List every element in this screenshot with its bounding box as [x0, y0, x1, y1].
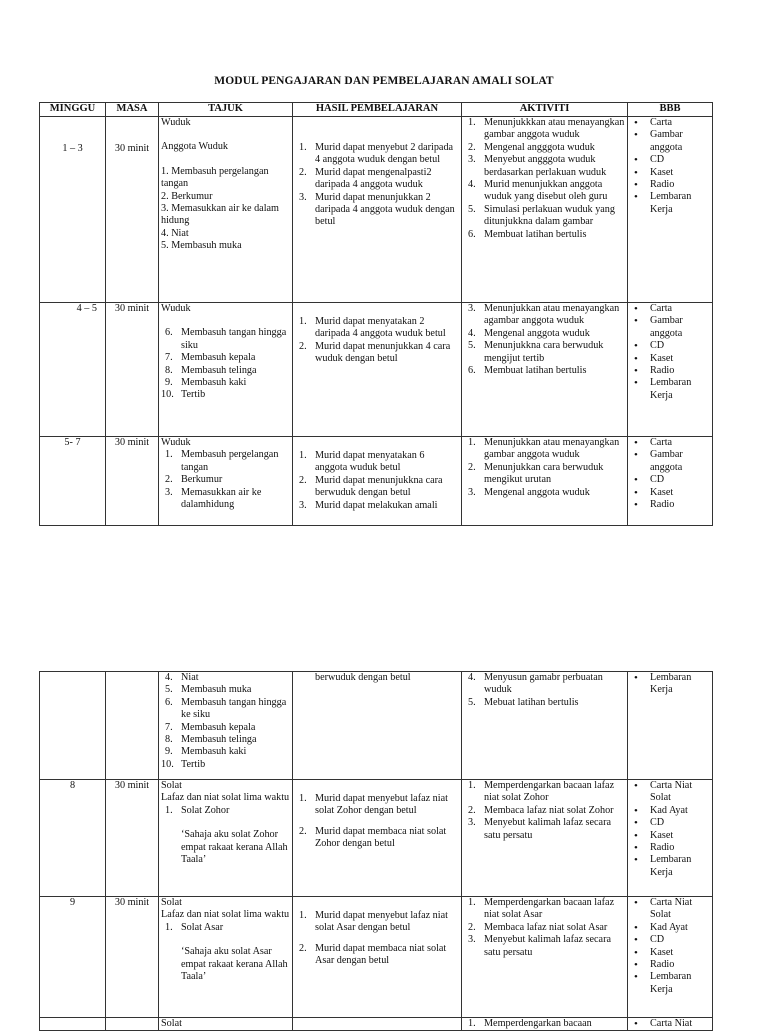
list-item: 1. Membasuh pergelangan tangan	[165, 449, 279, 473]
list-item: 2. Murid dapat membaca niat solat Asar dengan betul	[299, 942, 447, 967]
list-item: 10. Tertib	[161, 758, 206, 770]
list-item: 9. Membasuh kaki	[165, 746, 247, 758]
list-item: 3. Mengenal anggota wuduk	[468, 486, 590, 498]
aktiviti-cell	[462, 437, 628, 526]
niat-quote: ‘Sahaja aku solat Zohor empat rakaat kerana Allah Taala’	[181, 829, 288, 866]
bbb-item: • Kaset	[630, 830, 710, 842]
list-item: 1. Menunjukkan atau menayangkan gambar anggota wuduk	[468, 437, 620, 461]
aktiviti-cell	[462, 672, 628, 780]
document-title: MODUL PENGAJARAN DAN PEMBELAJARAN AMALI SOLAT	[214, 75, 554, 87]
bbb-item: • Carta	[630, 117, 710, 129]
bbb-item: • Carta Niat	[630, 1018, 710, 1030]
bbb-item: • Gambar anggota	[630, 449, 710, 474]
bbb-item: • Radio	[630, 179, 710, 191]
list-item: 7. Membasuh kepala	[165, 721, 256, 733]
masa-cell	[106, 1018, 159, 1031]
list-item: 3. Menyebut angggota wuduk berdasarkan perlakuan wuduk	[468, 154, 607, 178]
list-item: 6. Membuat latihan bertulis	[468, 365, 587, 377]
list-item: 10. Tertib	[161, 389, 206, 401]
tajuk-line: Wuduk	[161, 437, 191, 448]
bbb-item: • Lembaran Kerja	[630, 191, 710, 216]
bbb-item: • Carta Niat Solat	[630, 897, 710, 922]
list-item: 8. Membasuh telinga	[165, 364, 257, 376]
list-item: 2. Membaca lafaz niat solat Asar	[468, 921, 608, 933]
header-masa: MASA	[106, 103, 159, 117]
bbb-item: • Carta Niat Solat	[630, 780, 710, 805]
list-item: 5. Membasuh muka	[165, 684, 252, 696]
bbb-item: • Radio	[630, 499, 710, 511]
tajuk-line: 2. Berkumur	[161, 190, 213, 202]
tajuk-line: Lafaz dan niat solat lima waktu	[161, 909, 290, 921]
bbb-item: • Radio	[630, 959, 710, 971]
hasil-cell	[293, 303, 462, 437]
list-item: 1. Memperdengarkan bacaan lafaz niat solat Zohor	[468, 780, 615, 804]
hasil-cell	[293, 1018, 462, 1031]
header-aktiviti: AKTIVITI	[462, 103, 628, 117]
list-item: 3. Menyebut kalimah lafaz secara satu persatu	[468, 817, 611, 841]
niat-quote: ‘Sahaja aku solat Asar empat rakaat kerana Allah Taala’	[181, 946, 288, 983]
bbb-item: • Kaset	[630, 947, 710, 959]
list-item: 2. Mengenal angggota wuduk	[468, 141, 595, 153]
minggu-cell	[40, 1018, 106, 1031]
tajuk-line: 3. Memasukkan air ke dalam hidung	[161, 203, 279, 227]
list-item: 4. Murid menunjukkan anggota wuduk yang disebut oleh guru	[468, 179, 608, 203]
tajuk-line: Wuduk	[161, 117, 191, 128]
table-row	[40, 897, 713, 1018]
list-item: 3. Memasukkan air ke dalamhidung	[165, 486, 262, 511]
minggu-cell: 4 – 5	[40, 303, 106, 437]
bbb-item: • Kad Ayat	[630, 922, 710, 934]
table-row	[40, 780, 713, 897]
list-item: 4. Menyusun gamabr perbuatan wuduk	[468, 672, 603, 696]
bbb-item: • CD	[630, 934, 710, 946]
table-row	[40, 303, 713, 437]
list-item: 6. Membasuh tangan hingga ke siku	[165, 696, 287, 721]
minggu-cell: 8	[40, 780, 106, 897]
tajuk-line: Wuduk	[161, 303, 191, 314]
list-item: 5. Menunjukkna cara berwuduk mengijut tertib	[468, 340, 604, 364]
module-table-page-2	[39, 671, 713, 1031]
list-item: 1. Murid dapat menyatakan 6 anggota wuduk betul	[299, 450, 425, 474]
list-item: 2. Murid dapat menunjukkan 4 cara wuduk dengan betul	[299, 340, 451, 365]
aktiviti-cell	[462, 897, 628, 1018]
bbb-item: • Kad Ayat	[630, 805, 710, 817]
list-item: 3. Menyebut kalimah lafaz secara satu persatu	[468, 934, 611, 958]
tajuk-line: Solat	[161, 897, 182, 908]
hasil-cell	[293, 117, 462, 303]
bbb-item: • Kaset	[630, 487, 710, 499]
aktiviti-cell	[462, 117, 628, 303]
minggu-cell	[40, 672, 106, 780]
bbb-item: • Lembaran Kerja	[630, 377, 710, 402]
bbb-item: • Carta	[630, 437, 710, 449]
hasil-cell: berwuduk dengan betul	[293, 672, 462, 780]
table-header-row	[40, 103, 713, 117]
masa-cell: 30 minit	[106, 897, 159, 1018]
table-row	[40, 672, 713, 780]
hasil-cell	[293, 780, 462, 897]
list-item: 8. Membasuh telinga	[165, 734, 257, 746]
tajuk-line: Anggota Wuduk	[161, 141, 229, 153]
tajuk-line: 5. Membasuh muka	[161, 240, 242, 252]
masa-cell	[106, 672, 159, 780]
bbb-item: • Kaset	[630, 167, 710, 179]
tajuk-cell	[159, 117, 293, 303]
masa-cell: 30 minit	[106, 780, 159, 897]
bbb-item: • Carta	[630, 303, 710, 315]
list-item: 1. Menunjukkkan atau menayangkan gambar anggota wuduk	[468, 117, 625, 141]
list-item: 1. Memperdengarkan bacaan	[468, 1018, 592, 1029]
bbb-cell	[628, 117, 713, 303]
list-item: 4. Mengenal anggota wuduk	[468, 327, 590, 339]
bbb-item: • Kaset	[630, 353, 710, 365]
aktiviti-cell	[462, 780, 628, 897]
list-item: 1. Solat Asar	[165, 921, 224, 933]
list-item: 1. Murid dapat menyebut lafaz niat solat Asar dengan betul	[299, 910, 448, 934]
list-item: 5. Mebuat latihan bertulis	[468, 696, 579, 708]
masa-cell: 30 minit	[106, 437, 159, 526]
minggu-cell: 5- 7	[40, 437, 106, 526]
hasil-cell	[293, 437, 462, 526]
list-item: 2. Murid dapat membaca niat solat Zohor dengan betul	[299, 825, 447, 850]
list-item: 2. Berkumur	[165, 474, 223, 486]
bbb-item: • Gambar anggota	[630, 129, 710, 154]
list-item: 3. Murid dapat melakukan amali	[299, 499, 438, 511]
hasil-cell	[293, 897, 462, 1018]
bbb-item: • Lembaran Kerja	[630, 854, 710, 879]
list-item: 2. Murid dapat menunjukkna cara berwuduk dengan betul	[299, 474, 443, 499]
list-item: 5. Simulasi perlakuan wuduk yang ditunjukkna dalam gambar	[468, 203, 615, 228]
bbb-item: • CD	[630, 154, 710, 166]
masa-cell: 30 minit	[106, 303, 159, 437]
bbb-item: • CD	[630, 474, 710, 486]
bbb-cell	[628, 780, 713, 897]
bbb-item: • Lembaran Kerja	[630, 672, 710, 697]
list-item: 1. Murid dapat menyebut 2 daripada 4 anggota wuduk dengan betul	[299, 142, 454, 166]
bbb-cell	[628, 303, 713, 437]
list-item: 2. Membaca lafaz niat solat Zohor	[468, 804, 614, 816]
tajuk-line: Solat	[161, 780, 182, 791]
bbb-cell	[628, 897, 713, 1018]
list-item: 6. Membuat latihan bertulis	[468, 228, 587, 240]
minggu-cell: 1 – 3	[40, 117, 106, 303]
bbb-item: • Gambar anggota	[630, 315, 710, 340]
bbb-item: • Radio	[630, 842, 710, 854]
bbb-item: • Lembaran Kerja	[630, 971, 710, 996]
bbb-item: • Radio	[630, 365, 710, 377]
tajuk-cell	[159, 672, 293, 780]
list-item: 3. Murid dapat menunjukkan 2 daripada 4 anggota wuduk dengan betul	[299, 191, 455, 228]
header-minggu: MINGGU	[40, 103, 106, 117]
list-item: 3. Menunjukkan atau menayangkan agambar anggota wuduk	[468, 303, 620, 327]
table-row	[40, 1018, 713, 1031]
tajuk-line: Solat	[161, 1018, 182, 1029]
list-item: 4. Niat	[165, 672, 199, 683]
table-row	[40, 117, 713, 303]
masa-cell: 30 minit	[106, 117, 159, 303]
tajuk-line: 4. Niat	[161, 227, 189, 239]
tajuk-cell	[159, 897, 293, 1018]
bbb-item: • CD	[630, 817, 710, 829]
aktiviti-cell	[462, 1018, 628, 1031]
tajuk-cell	[159, 780, 293, 897]
list-item: 1. Murid dapat menyebut lafaz niat solat Zohor dengan betul	[299, 793, 448, 817]
tajuk-line: 1. Membasuh pergelangan tangan	[161, 165, 269, 190]
bbb-cell	[628, 437, 713, 526]
list-item: 2. Menunjukkan cara berwuduk mengikut urutan	[468, 461, 604, 486]
list-item: 9. Membasuh kaki	[165, 377, 247, 389]
list-item: 2. Murid dapat mengenalpasti2 daripada 4 anggota wuduk	[299, 166, 432, 191]
list-item: 1. Solat Zohor	[165, 804, 230, 816]
aktiviti-cell	[462, 303, 628, 437]
list-item: 6. Membasuh tangan hingga siku	[165, 327, 287, 351]
bbb-cell	[628, 1018, 713, 1031]
header-tajuk: TAJUK	[159, 103, 293, 117]
table-row	[40, 437, 713, 526]
list-item: 7. Membasuh kepala	[165, 352, 256, 364]
list-item: 1. Memperdengarkan bacaan lafaz niat solat Asar	[468, 897, 615, 921]
header-hasil-pembelajaran: HASIL PEMBELAJARAN	[293, 103, 462, 117]
header-bbb: BBB	[628, 103, 713, 117]
tajuk-cell	[159, 437, 293, 526]
tajuk-line: Lafaz dan niat solat lima waktu	[161, 792, 290, 804]
bbb-cell	[628, 672, 713, 780]
bbb-item: • CD	[630, 340, 710, 352]
module-table-page-1	[39, 102, 713, 526]
tajuk-cell	[159, 1018, 293, 1031]
tajuk-cell	[159, 303, 293, 437]
list-item: 1. Murid dapat menyatakan 2 daripada 4 anggota wuduk betul	[299, 316, 446, 340]
minggu-cell: 9	[40, 897, 106, 1018]
